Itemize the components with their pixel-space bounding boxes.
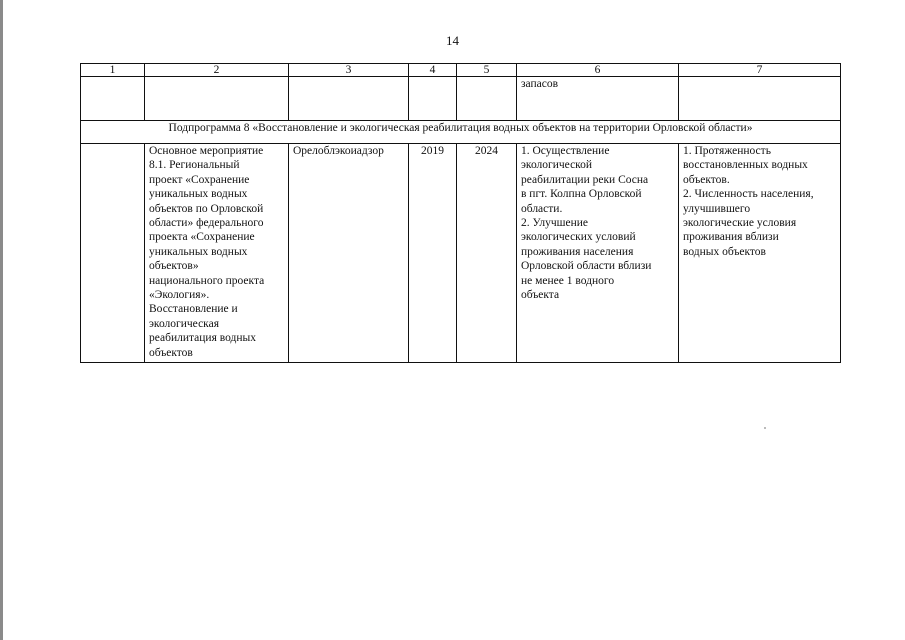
cell: [457, 77, 517, 121]
cell-executor: Орелоблэкоиадзор: [289, 144, 409, 363]
header-row: [81, 64, 841, 77]
program-table: [80, 63, 841, 363]
cell-end-year: 2024: [457, 144, 517, 363]
subprogram-row: [81, 121, 841, 144]
subprogram-title: Подпрограмма 8 «Восстановление и экологическая реабилитация водных объектов на территории Орловской области»: [81, 121, 841, 144]
cell-activity: Основное мероприятие 8.1. Региональный проект «Сохранение уникальных водных объектов по Орловской области» федерального проекта «Сохранение уникальных водных объектов» национального проекта «Экология». Восстановление и экологическая реабилитация водных объектов: [145, 144, 289, 363]
page-number: 14: [446, 33, 459, 48]
continuation-row: [81, 77, 841, 121]
cell-start-year: 2019: [409, 144, 457, 363]
cell-expected-result: 1. Осуществление экологической реабилитации реки Сосна в пгт. Колпна Орловской области. 2. Улучшение экологических условий проживания населения Орловской области вблизи не менее 1 водного объекта: [517, 144, 679, 363]
header-col-2: 2: [145, 64, 289, 77]
continuation-text: запасов: [517, 77, 679, 121]
cell: [289, 77, 409, 121]
table-row: [81, 144, 841, 363]
cell: [81, 77, 145, 121]
scan-edge: [0, 0, 3, 640]
cell: [409, 77, 457, 121]
header-col-1: 1: [81, 64, 145, 77]
scan-speck: [764, 427, 766, 429]
header-col-7: 7: [679, 64, 841, 77]
header-col-4: 4: [409, 64, 457, 77]
header-col-3: 3: [289, 64, 409, 77]
cell-number: [81, 144, 145, 363]
cell: [145, 77, 289, 121]
cell: [679, 77, 841, 121]
header-col-6: 6: [517, 64, 679, 77]
header-col-5: 5: [457, 64, 517, 77]
cell-indicators: 1. Протяженность восстановленных водных объектов. 2. Численность населения, улучшившего экологические условия проживания вблизи водных объектов: [679, 144, 841, 363]
